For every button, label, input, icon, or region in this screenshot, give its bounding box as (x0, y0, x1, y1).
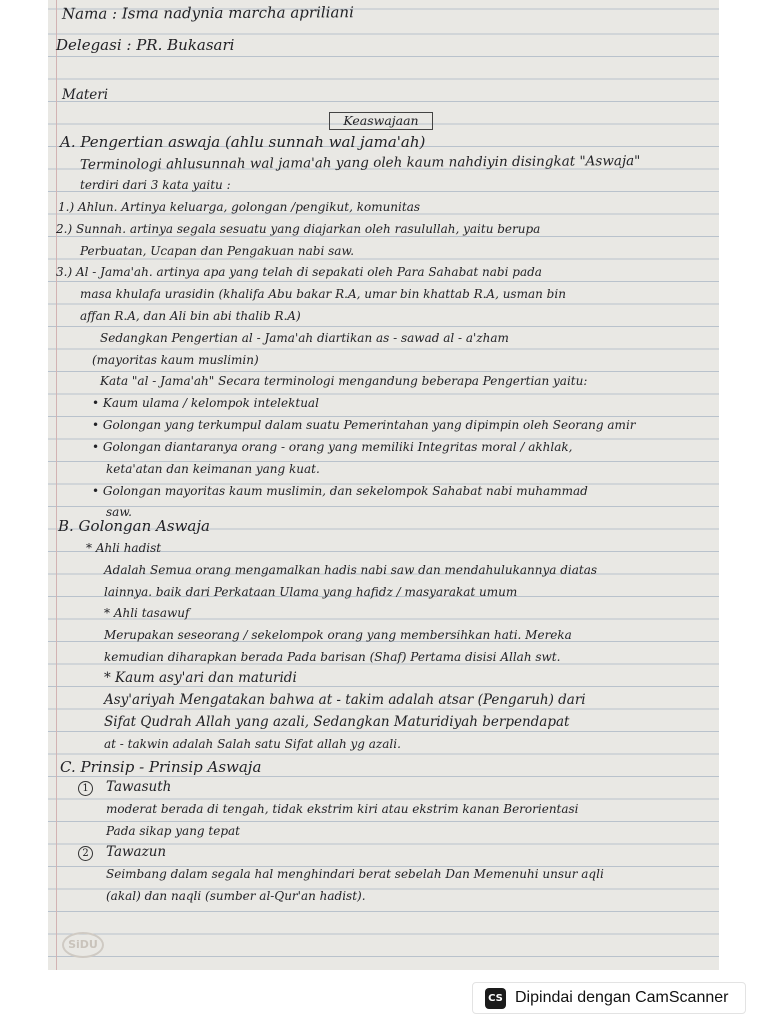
text-line: saw. (106, 505, 132, 519)
subheading: Tawazun (106, 844, 167, 860)
text-line: Perbuatan, Ucapan dan Pengakuan nabi saw. (80, 244, 355, 258)
section-c-heading: C. Prinsip - Prinsip Aswaja (60, 758, 262, 776)
text-line: Terminologi ahlusunnah wal jama'ah yang oleh kaum nahdiyin disingkat "Aswaja" (79, 153, 641, 173)
subheading: * Ahli tasawuf (104, 606, 190, 620)
text-line: masa khulafa urasidin (khalifa Abu bakar R.A, umar bin khattab R.A, usman bin (80, 287, 566, 301)
margin-line (56, 0, 57, 970)
text-line: Kata "al - Jama'ah" Secara terminologi mengandung beberapa Pengertian yaitu: (100, 374, 588, 388)
text-line: Pada sikap yang tepat (106, 824, 240, 838)
number-circle: 1 (78, 781, 93, 796)
camscanner-watermark (472, 982, 746, 1014)
bullet-item: • Kaum ulama / kelompok intelektual (92, 396, 319, 410)
subheading: * Kaum asy'ari dan maturidi (104, 670, 297, 686)
text-line: kemudian diharapkan berada Pada barisan (Shaf) Pertama disisi Allah swt. (104, 650, 561, 664)
nama-line: Nama : Isma nadynia marcha apriliani (61, 3, 354, 23)
text-line: lainnya. baik dari Perkataan Ulama yang hafidz / masyarakat umum (104, 585, 518, 599)
bullet-text: Kaum ulama / kelompok intelektual (102, 396, 319, 410)
text-line: (akal) dan naqli (sumber al-Qur'an hadist). (106, 889, 366, 903)
text-line: (mayoritas kaum muslimin) (92, 353, 259, 367)
title-box (329, 112, 433, 130)
section-b-heading: B. Golongan Aswaja (58, 517, 210, 535)
bullet-text: Golongan mayoritas kaum muslimin, dan sekelompok Sahabat nabi muhammad (102, 484, 588, 498)
notebook-page (48, 0, 719, 970)
text-line: Sedangkan Pengertian al - Jama'ah diartikan as - sawad al - a'zham (100, 331, 509, 345)
text-line: keta'atan dan keimanan yang kuat. (106, 462, 320, 476)
subheading: * Ahli hadist (86, 541, 162, 555)
camscanner-text: Dipindai dengan CamScanner (515, 989, 729, 1006)
text-line: at - takwin adalah Salah satu Sifat allah yg azali. (104, 737, 401, 751)
text-line: Sifat Qudrah Allah yang azali, Sedangkan Maturidiyah berpendapat (104, 714, 570, 730)
list-item: 2.) Sunnah. artinya segala sesuatu yang diajarkan oleh rasulullah, yaitu berupa (56, 222, 541, 236)
text-line: affan R.A, dan Ali bin abi thalib R.A) (80, 309, 301, 323)
bullet-item: • Golongan yang terkumpul dalam suatu Pemerintahan yang dipimpin oleh Seorang amir (92, 418, 636, 432)
text-line: Seimbang dalam segala hal menghindari berat sebelah Dan Memenuhi unsur aqli (106, 867, 604, 881)
bullet-text: Golongan yang terkumpul dalam suatu Pemerintahan yang dipimpin oleh Seorang amir (102, 418, 636, 432)
list-item: 3.) Al - Jama'ah. artinya apa yang telah di sepakati oleh Para Sahabat nabi pada (56, 265, 542, 279)
text-line: moderat berada di tengah, tidak ekstrim kiri atau ekstrim kanan Berorientasi (106, 802, 579, 816)
bullet-item: • Golongan diantaranya orang - orang yang memiliki Integritas moral / akhlak, (92, 440, 573, 454)
subheading: Tawasuth (106, 779, 172, 795)
bullet-item: • Golongan mayoritas kaum muslimin, dan sekelompok Sahabat nabi muhammad (92, 484, 588, 498)
section-a-heading: A. Pengertian aswaja (ahlu sunnah wal jama'ah) (60, 133, 426, 151)
sidu-stamp: SiDU (62, 932, 104, 958)
text-line: Asy'ariyah Mengatakan bahwa at - takim adalah atsar (Pengaruh) dari (104, 692, 586, 708)
page-title: Keaswajaan (343, 113, 419, 128)
delegasi-line: Delegasi : PR. Bukasari (56, 36, 235, 54)
list-item: 1.) Ahlun. Artinya keluarga, golongan /pengikut, komunitas (58, 200, 421, 214)
text-line: Adalah Semua orang mengamalkan hadis nabi saw dan mendahulukannya diatas (104, 563, 598, 577)
materi-label: Materi (62, 87, 109, 103)
text-line: Merupakan seseorang / sekelompok orang yang membersihkan hati. Mereka (104, 628, 572, 642)
number-circle: 2 (78, 846, 93, 861)
text-line: terdiri dari 3 kata yaitu : (80, 178, 231, 192)
camscanner-logo-icon: CS (485, 988, 506, 1009)
bullet-text: Golongan diantaranya orang - orang yang memiliki Integritas moral / akhlak, (102, 440, 573, 454)
